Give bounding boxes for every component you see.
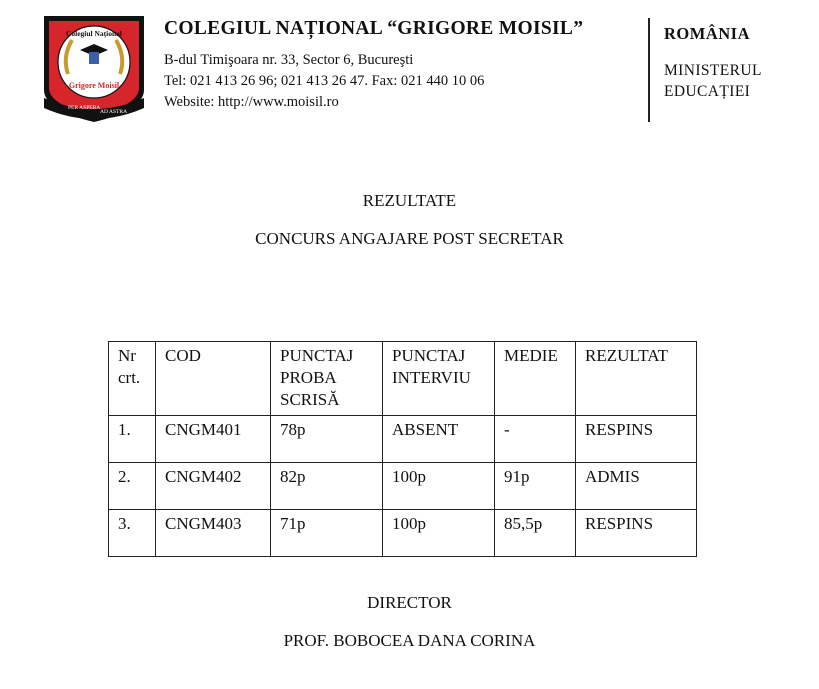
header-text: PROBA xyxy=(280,368,337,387)
table-row xyxy=(109,510,697,557)
cell-rezultat: ADMIS xyxy=(576,463,697,510)
cell-nr: 2. xyxy=(109,463,156,510)
cell-rezultat: RESPINS xyxy=(576,416,697,463)
ministry-line-2: EDUCAȚIEI xyxy=(664,83,751,100)
header-cell-punctaj-interviu xyxy=(383,342,495,416)
cell-nr: 1. xyxy=(109,416,156,463)
header-text: MEDIE xyxy=(504,346,558,365)
logo-ribbon-left: PER ASPERA xyxy=(68,105,101,111)
logo-bottom-text: Grigore Moisil xyxy=(68,81,120,90)
header-text: crt. xyxy=(118,368,141,387)
header-divider xyxy=(648,18,650,122)
header-text: PUNCTAJ xyxy=(392,346,466,365)
logo-ribbon-right: AD ASTRA xyxy=(100,109,128,115)
school-phone-fax: Tel: 021 413 26 96; 021 413 26 47. Fax: 021 440 10 06 xyxy=(164,73,485,89)
ministry-line-1: MINISTERUL xyxy=(664,62,762,79)
cell-punctaj-scrisa: 71p xyxy=(271,510,383,557)
logo-top-text: Colegiul Național xyxy=(65,29,123,38)
header-cell-rezultat xyxy=(576,342,697,416)
cell-punctaj-interviu: 100p xyxy=(383,463,495,510)
cell-nr: 3. xyxy=(109,510,156,557)
header-cell-medie xyxy=(495,342,576,416)
school-name: COLEGIUL NAȚIONAL “GRIGORE MOISIL” xyxy=(164,18,584,39)
header-text: PUNCTAJ xyxy=(280,346,354,365)
table-header-row xyxy=(109,342,697,416)
school-address: B-dul Timişoara nr. 33, Sector 6, Bucureşti xyxy=(164,52,414,68)
school-website: Website: http://www.moisil.ro xyxy=(164,94,339,110)
cell-medie: - xyxy=(495,416,576,463)
cell-medie: 85,5p xyxy=(495,510,576,557)
header-text: COD xyxy=(165,346,201,365)
header-text: SCRISĂ xyxy=(280,390,340,409)
header-text: Nr xyxy=(118,346,136,365)
header-cell-punctaj-scrisa xyxy=(271,342,383,416)
cell-punctaj-interviu: ABSENT xyxy=(383,416,495,463)
header-text: INTERVIU xyxy=(392,368,471,387)
school-logo xyxy=(38,12,150,124)
cell-punctaj-scrisa: 82p xyxy=(271,463,383,510)
cell-rezultat: RESPINS xyxy=(576,510,697,557)
cell-cod: CNGM403 xyxy=(156,510,271,557)
table-row xyxy=(109,463,697,510)
cell-punctaj-interviu: 100p xyxy=(383,510,495,557)
document-title: REZULTATE xyxy=(362,191,457,210)
signature-role: DIRECTOR xyxy=(367,593,452,612)
cell-cod: CNGM401 xyxy=(156,416,271,463)
header-text: REZULTAT xyxy=(585,346,669,365)
country-name: ROMÂNIA xyxy=(664,24,750,43)
cell-medie: 91p xyxy=(495,463,576,510)
ministry-name xyxy=(664,60,762,102)
cell-cod: CNGM402 xyxy=(156,463,271,510)
header-cell-nr xyxy=(109,342,156,416)
header-cell-cod xyxy=(156,342,271,416)
table-row xyxy=(109,416,697,463)
cell-punctaj-scrisa: 78p xyxy=(271,416,383,463)
signature-name: PROF. BOBOCEA DANA CORINA xyxy=(283,631,536,650)
document-subtitle: CONCURS ANGAJARE POST SECRETAR xyxy=(255,229,564,248)
results-table xyxy=(108,341,697,557)
